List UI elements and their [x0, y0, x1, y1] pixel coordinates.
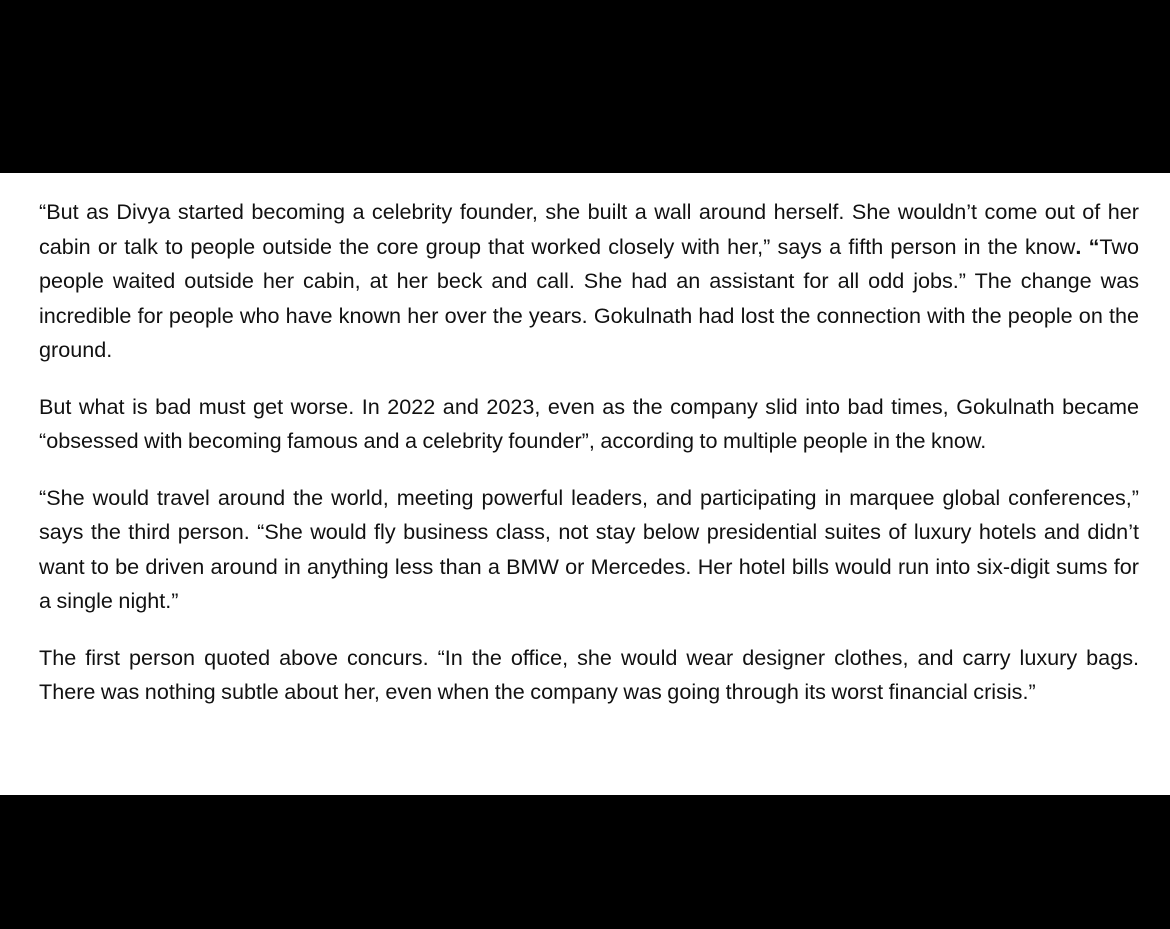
article-paragraph-4: The first person quoted above concurs. “In the office, she would wear designer clothes, and carry luxury bags. There was nothing subtle about her, even when the company was going through its worst financial crisis.”: [39, 644, 1139, 704]
article-body: [0, 173, 1170, 795]
paragraph-1-bold-punctuation: . “: [1075, 233, 1100, 259]
letterbox-top: [0, 0, 1170, 173]
article-paragraph-3: “She would travel around the world, meeting powerful leaders, and participating in marquee global conferences,” says the third person. “She would fly business class, not stay below presidential suites of luxury hotels and didn’t want to be driven around in anything less than a BMW or Mercedes. Her hotel bills would run into six-digit sums for a single night.”: [39, 484, 1139, 613]
paragraph-1-text-end: Two people waited outside her cabin, at her beck and call. She had an assistant for all odd jobs.” The change was incredible for people who have known her over the years. Gokulnath had lost the connection with the people on the ground.: [39, 233, 1140, 362]
paragraph-1-text-start: “But as Divya started becoming a celebrity founder, she built a wall around herself. She wouldn’t come out of her cabin or talk to people outside the core group that worked closely with her,” says a fifth person in the know: [39, 199, 1139, 259]
letterbox-bottom: [0, 795, 1170, 929]
article-paragraph-2: But what is bad must get worse. In 2022 and 2023, even as the company slid into bad times, Gokulnath became “obsessed with becoming famous and a celebrity founder”, according to multiple people in the know.: [39, 393, 1139, 453]
article-paragraph-1: [39, 195, 1139, 368]
